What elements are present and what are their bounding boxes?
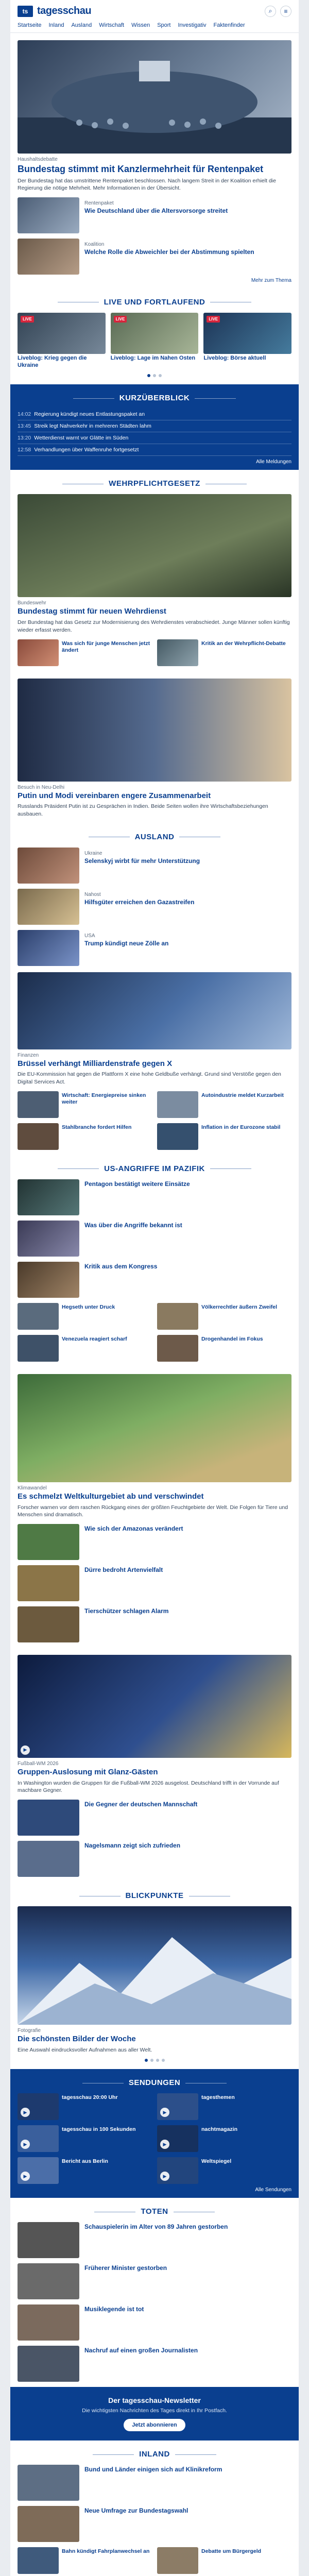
show-card[interactable] bbox=[18, 2157, 152, 2184]
nav-item[interactable]: Wissen bbox=[131, 22, 150, 28]
ticker-item[interactable] bbox=[18, 420, 291, 432]
show-card[interactable] bbox=[157, 2157, 291, 2184]
putin-section bbox=[10, 671, 299, 823]
thumbnail bbox=[18, 2547, 59, 2574]
small-card[interactable] bbox=[18, 1091, 152, 1118]
item-title[interactable]: Pentagon bestätigt weitere Einsätze bbox=[84, 1180, 190, 1188]
small-grid bbox=[18, 1091, 291, 1150]
dot[interactable] bbox=[159, 374, 162, 377]
live-card[interactable] bbox=[111, 313, 199, 369]
thumbnail bbox=[157, 2157, 198, 2184]
main-image[interactable] bbox=[18, 1655, 291, 1758]
section-heading: TOTEN bbox=[18, 2207, 291, 2216]
teaser: Russlands Präsident Putin ist zu Gesprächen in Indien. Beide Seiten wollen ihre Wirtschaftsbeziehungen ausbauen. bbox=[18, 803, 268, 817]
blickpunkte-section bbox=[10, 1882, 299, 2069]
thumbnail bbox=[18, 239, 79, 275]
ticker-text: Regierung kündigt neues Entlastungspaket an bbox=[34, 411, 145, 418]
thumbnail bbox=[157, 1303, 198, 1330]
section-heading: WEHRPFLICHTGESETZ bbox=[18, 479, 291, 488]
thumbnail bbox=[18, 1524, 79, 1560]
thumbnail bbox=[18, 2125, 59, 2152]
news-item[interactable] bbox=[18, 1524, 291, 1560]
thumbnail bbox=[18, 848, 79, 884]
menu-icon[interactable]: ≡ bbox=[280, 6, 291, 17]
main-image[interactable] bbox=[18, 494, 291, 597]
news-item[interactable] bbox=[18, 2465, 291, 2501]
nav-item[interactable]: Wirtschaft bbox=[99, 22, 125, 28]
news-item[interactable] bbox=[18, 848, 291, 884]
news-item[interactable] bbox=[18, 2263, 291, 2299]
ticker-text: Streik legt Nahverkehr in mehreren Städten lahm bbox=[34, 423, 151, 430]
thumbnail bbox=[111, 313, 199, 354]
show-card[interactable] bbox=[18, 2125, 152, 2152]
item-title[interactable]: Neue Umfrage zur Bundestagswahl bbox=[84, 2507, 188, 2515]
dot[interactable] bbox=[162, 2059, 165, 2062]
thumbnail bbox=[157, 2125, 198, 2152]
small-card[interactable] bbox=[157, 1335, 291, 1362]
card-title[interactable]: Bahn kündigt Fahrplanwechsel an bbox=[62, 2548, 150, 2555]
live-section bbox=[10, 289, 299, 385]
teaser: Der Bundestag hat das Gesetz zur Modernisierung des Wehrdienstes verabschiedet. Junge Männer sollen künftig wieder erfasst werden. bbox=[18, 619, 290, 633]
hero-kicker: Haushaltsdebatte bbox=[18, 157, 58, 162]
nav-item[interactable]: Ausland bbox=[71, 22, 92, 28]
news-item[interactable] bbox=[18, 930, 291, 966]
us-grid bbox=[18, 1303, 291, 1362]
ticker-item[interactable] bbox=[18, 432, 291, 444]
item-kicker: Ukraine bbox=[84, 850, 102, 856]
card-title[interactable]: Debatte um Bürgergeld bbox=[201, 2548, 262, 2555]
item-title[interactable]: Bund und Länder einigen sich auf Klinikreform bbox=[84, 2466, 222, 2473]
title[interactable]: Putin und Modi vereinbaren engere Zusammenarbeit bbox=[18, 791, 211, 800]
item-title[interactable]: Früherer Minister gestorben bbox=[84, 2264, 167, 2272]
thumbnail bbox=[18, 1800, 79, 1836]
show-card[interactable] bbox=[157, 2125, 291, 2152]
nav-item[interactable]: Sport bbox=[157, 22, 171, 28]
main-image[interactable] bbox=[18, 1374, 291, 1482]
section-heading: BLICKPUNKTE bbox=[18, 1891, 291, 1900]
thumbnail bbox=[18, 1179, 79, 1215]
item-title[interactable]: Dürre bedroht Artenvielfalt bbox=[84, 1566, 163, 1573]
thumbnail bbox=[203, 313, 291, 354]
news-item[interactable] bbox=[18, 889, 291, 925]
thumbnail bbox=[157, 1091, 198, 1118]
play-icon[interactable]: ▶ bbox=[21, 2140, 30, 2149]
item-kicker: Koalition bbox=[84, 241, 105, 247]
thumbnail bbox=[157, 1123, 198, 1150]
hero-item[interactable] bbox=[18, 239, 291, 275]
item-kicker: USA bbox=[84, 933, 95, 939]
small-card[interactable] bbox=[157, 1303, 291, 1330]
ticker-item[interactable] bbox=[18, 409, 291, 420]
title[interactable]: Brüssel verhängt Milliardenstrafe gegen X bbox=[18, 1059, 173, 1068]
card-title[interactable]: Hegseth unter Druck bbox=[62, 1303, 115, 1310]
news-item[interactable] bbox=[18, 1221, 291, 1257]
section-heading: SENDUNGEN bbox=[18, 2078, 291, 2087]
wehrpflicht-section bbox=[10, 470, 299, 671]
teaser: Die EU-Kommission hat gegen die Plattform X eine hohe Geldbuße verhängt. Grund sind Verstöße gegen den Digital Services Act. bbox=[18, 1071, 281, 1086]
news-item[interactable] bbox=[18, 1800, 291, 1836]
live-badge: LIVE bbox=[207, 316, 220, 323]
main-nav bbox=[10, 20, 299, 33]
logo-icon[interactable]: ts bbox=[18, 6, 33, 17]
kicker: Finanzen bbox=[18, 1052, 39, 1058]
live-badge: LIVE bbox=[114, 316, 127, 323]
content-wrapper bbox=[10, 0, 299, 2576]
section-heading: AUSLAND bbox=[18, 833, 291, 841]
news-item[interactable] bbox=[18, 2506, 291, 2542]
main-image[interactable] bbox=[18, 679, 291, 782]
thumbnail bbox=[18, 930, 79, 966]
thumbnail bbox=[18, 889, 79, 925]
card-title[interactable]: Kritik an der Wehrpflicht-Debatte bbox=[201, 640, 286, 647]
thumbnail bbox=[18, 2222, 79, 2258]
nav-item[interactable]: Investigativ bbox=[178, 22, 207, 28]
top-bar bbox=[10, 0, 299, 20]
search-icon[interactable]: ⌕ bbox=[265, 6, 276, 17]
parliament-illustration bbox=[18, 40, 291, 154]
teaser: Forscher warnen vor dem raschen Rückgang eines der größten Feuchtgebiete der Welt. Die Folgen für Tiere und Menschen sind dramatisch. bbox=[18, 1504, 288, 1518]
kicker: Klimawandel bbox=[18, 1485, 47, 1491]
thumbnail bbox=[18, 1262, 79, 1298]
newsletter-title: Der tagesschau-Newsletter bbox=[108, 2396, 201, 2405]
thumbnail bbox=[18, 2346, 79, 2382]
kicker: Bundeswehr bbox=[18, 600, 46, 606]
thumbnail bbox=[18, 1565, 79, 1601]
small-card[interactable] bbox=[18, 1123, 152, 1150]
dot[interactable] bbox=[156, 2059, 159, 2062]
title[interactable]: Bundestag stimmt für neuen Wehrdienst bbox=[18, 607, 166, 616]
item-title[interactable]: Tierschützer schlagen Alarm bbox=[84, 1607, 169, 1615]
small-card[interactable] bbox=[18, 1303, 152, 1330]
inland-grid bbox=[18, 2547, 291, 2576]
item-title[interactable]: Musiklegende ist tot bbox=[84, 2306, 144, 2313]
thumbnail bbox=[157, 639, 198, 666]
dot[interactable] bbox=[150, 2059, 153, 2062]
thumbnail bbox=[18, 1221, 79, 1257]
thumbnail bbox=[18, 2093, 59, 2120]
more-link[interactable]: Alle Meldungen bbox=[256, 459, 291, 465]
item-kicker: Rentenpaket bbox=[84, 200, 114, 206]
card-title[interactable]: Völkerrechtler äußern Zweifel bbox=[201, 1303, 278, 1310]
item-title[interactable]: Kritik aus dem Kongress bbox=[84, 1262, 158, 1270]
carousel-dots bbox=[18, 374, 291, 377]
thumbnail bbox=[18, 1335, 59, 1362]
hero-teaser: Der Bundestag hat das umstrittene Rentenpaket beschlossen. Nach langem Streit in der Koalition erhielt die Regierung die nötige Mehrheit. Mehr Informationen in der Übersicht. bbox=[18, 177, 276, 192]
kicker: Fotografie bbox=[18, 2028, 41, 2033]
item-title[interactable]: Nachruf auf einen großen Journalisten bbox=[84, 2347, 198, 2354]
item-title[interactable]: Hilfsgüter erreichen den Gazastreifen bbox=[84, 898, 195, 906]
us-section bbox=[10, 1155, 299, 1367]
card-title[interactable]: Drogenhandel im Fokus bbox=[201, 1335, 263, 1342]
more-link[interactable]: Mehr zum Thema bbox=[251, 277, 291, 283]
item-title[interactable]: Die Gegner der deutschen Mannschaft bbox=[84, 1801, 198, 1808]
kicker: Besuch in Neu-Delhi bbox=[18, 784, 65, 790]
item-title[interactable]: Was über die Angriffe bekannt ist bbox=[84, 1221, 182, 1229]
play-icon[interactable]: ▶ bbox=[160, 2172, 169, 2181]
card-title[interactable]: Inflation in der Eurozone stabil bbox=[201, 1124, 281, 1130]
thumbnail bbox=[18, 2465, 79, 2501]
card-title[interactable]: Weltspiegel bbox=[201, 2158, 232, 2165]
news-item[interactable] bbox=[18, 1565, 291, 1601]
small-card[interactable] bbox=[18, 1335, 152, 1362]
card-title[interactable]: tagesschau in 100 Sekunden bbox=[62, 2126, 136, 2133]
news-item[interactable] bbox=[18, 2222, 291, 2258]
logo-text[interactable]: tagesschau bbox=[37, 5, 92, 16]
ticker-time: 13:45 bbox=[18, 423, 31, 430]
thumbnail bbox=[18, 639, 59, 666]
thumbnail bbox=[18, 2263, 79, 2299]
play-icon[interactable]: ▶ bbox=[21, 2172, 30, 2181]
card-title[interactable]: Liveblog: Lage im Nahen Osten bbox=[110, 354, 196, 361]
hero-image[interactable] bbox=[18, 40, 291, 154]
ticker-text: Verhandlungen über Waffenruhe fortgesetzt bbox=[34, 447, 139, 453]
thumbnail bbox=[157, 2093, 198, 2120]
item-kicker: Nahost bbox=[84, 891, 101, 897]
thumbnail bbox=[18, 1606, 79, 1642]
card-title[interactable]: tagesschau 20:00 Uhr bbox=[62, 2094, 118, 2101]
thumbnail bbox=[18, 313, 106, 354]
dot[interactable] bbox=[153, 374, 156, 377]
sendungen-grid bbox=[18, 2093, 291, 2184]
show-card[interactable] bbox=[157, 2093, 291, 2120]
hero-item[interactable] bbox=[18, 197, 291, 233]
inland-section bbox=[10, 2441, 299, 2576]
section-heading: KURZÜBERBLICK bbox=[18, 394, 291, 402]
card-title[interactable]: Was sich für junge Menschen jetzt ändert bbox=[62, 640, 150, 653]
teaser: In Washington wurden die Gruppen für die Fußball-WM 2026 ausgelost. Deutschland trifft in der Vorrunde auf machbare Gegner. bbox=[18, 1780, 279, 1794]
gallery-image[interactable] bbox=[18, 1906, 291, 2025]
nav-item[interactable]: Startseite bbox=[18, 22, 42, 28]
newsletter-text: Die wichtigsten Nachrichten des Tages direkt in Ihr Postfach. bbox=[82, 2408, 227, 2414]
thumbnail bbox=[18, 1123, 59, 1150]
card-title[interactable]: Stahlbranche fordert Hilfen bbox=[62, 1124, 132, 1130]
thumbnail bbox=[18, 197, 79, 233]
show-card[interactable] bbox=[18, 2093, 152, 2120]
kicker: Fußball-WM 2026 bbox=[18, 1760, 59, 1767]
section-heading: LIVE UND FORTLAUFEND bbox=[18, 298, 291, 307]
thumbnail bbox=[157, 1335, 198, 1362]
item-title[interactable]: Wie Deutschland über die Altersvorsorge streitet bbox=[84, 207, 228, 214]
climate-section bbox=[10, 1367, 299, 1648]
thumbnail bbox=[18, 1091, 59, 1118]
small-card[interactable] bbox=[18, 2547, 152, 2574]
live-grid bbox=[18, 313, 291, 369]
hero-section bbox=[10, 33, 299, 289]
dot[interactable] bbox=[145, 2059, 148, 2062]
item-title[interactable]: Wie sich der Amazonas verändert bbox=[84, 1524, 183, 1532]
sendungen-section bbox=[10, 2069, 299, 2198]
card-title[interactable]: Liveblog: Börse aktuell bbox=[203, 354, 266, 361]
thumbnail bbox=[18, 1303, 59, 1330]
item-title[interactable]: Welche Rolle die Abweichler bei der Abstimmung spielten bbox=[84, 248, 254, 256]
item-title[interactable]: Selenskyj wirbt für mehr Unterstützung bbox=[84, 857, 200, 865]
kurzueberblick-section bbox=[10, 384, 299, 470]
ticker-time: 13:20 bbox=[18, 435, 31, 442]
thumbnail bbox=[18, 2506, 79, 2542]
small-card[interactable] bbox=[157, 1091, 291, 1118]
card-title[interactable]: nachtmagazin bbox=[201, 2126, 238, 2133]
dot[interactable] bbox=[147, 374, 150, 377]
ticker-text: Wetterdienst warnt vor Glätte im Süden bbox=[34, 435, 129, 442]
title[interactable]: Die schönsten Bilder der Woche bbox=[18, 2035, 136, 2043]
play-icon[interactable]: ▶ bbox=[21, 1745, 30, 1755]
thumbnail bbox=[18, 2157, 59, 2184]
teaser: Eine Auswahl eindrucksvoller Aufnahmen aus aller Welt. bbox=[18, 2046, 152, 2053]
play-icon[interactable]: ▶ bbox=[160, 2108, 169, 2117]
card-title[interactable]: tagesthemen bbox=[201, 2094, 235, 2101]
news-item[interactable] bbox=[18, 1606, 291, 1642]
card-title[interactable]: Wirtschaft: Energiepreise sinken weiter bbox=[62, 1092, 146, 1105]
ticker-list bbox=[18, 409, 291, 456]
card-title[interactable]: Venezuela reagiert scharf bbox=[62, 1335, 127, 1342]
news-item[interactable] bbox=[18, 2346, 291, 2382]
title[interactable]: Es schmelzt Weltkulturgebiet ab und verschwindet bbox=[18, 1492, 204, 1501]
live-card[interactable] bbox=[203, 313, 291, 369]
related-card[interactable] bbox=[18, 639, 152, 666]
toten-section bbox=[10, 2198, 299, 2387]
news-item[interactable] bbox=[18, 2304, 291, 2341]
live-card[interactable] bbox=[18, 313, 106, 369]
newsletter-box bbox=[10, 2387, 299, 2441]
thumbnail bbox=[18, 2304, 79, 2341]
card-title[interactable]: Bericht aus Berlin bbox=[62, 2158, 108, 2165]
news-block-section bbox=[10, 823, 299, 1155]
more-link[interactable]: Alle Sendungen bbox=[255, 2187, 291, 2193]
ticker-time: 14:02 bbox=[18, 411, 31, 418]
card-title[interactable]: Autoindustrie meldet Kurzarbeit bbox=[201, 1092, 284, 1098]
section-heading: INLAND bbox=[18, 2450, 291, 2459]
ticker-item[interactable] bbox=[18, 444, 291, 456]
ticker-time: 12:58 bbox=[18, 447, 31, 453]
card-title[interactable]: Liveblog: Krieg gegen die Ukraine bbox=[18, 354, 87, 368]
nav-item[interactable]: Faktenfinder bbox=[213, 22, 245, 28]
related-card[interactable] bbox=[157, 639, 291, 666]
item-title[interactable]: Trump kündigt neue Zölle an bbox=[84, 939, 169, 947]
subscribe-button[interactable]: Jetzt abonnieren bbox=[124, 2419, 185, 2431]
wm-section bbox=[10, 1648, 299, 1882]
news-item[interactable] bbox=[18, 1179, 291, 1215]
related-grid bbox=[18, 639, 291, 666]
item-title[interactable]: Schauspielerin im Alter von 89 Jahren gestorben bbox=[84, 2223, 228, 2231]
carousel-dots bbox=[18, 2059, 291, 2062]
mountain-illustration bbox=[18, 1906, 291, 2025]
nav-item[interactable]: Inland bbox=[48, 22, 64, 28]
live-badge: LIVE bbox=[21, 316, 34, 323]
item-title[interactable]: Nagelsmann zeigt sich zufrieden bbox=[84, 1842, 181, 1849]
big-image[interactable] bbox=[18, 972, 291, 1049]
thumbnail bbox=[18, 1841, 79, 1877]
small-card[interactable] bbox=[157, 1123, 291, 1150]
thumbnail bbox=[157, 2547, 198, 2574]
section-heading: US-ANGRIFFE IM PAZIFIK bbox=[18, 1164, 291, 1173]
title[interactable]: Gruppen-Auslosung mit Glanz-Gästen bbox=[18, 1767, 158, 1776]
news-item[interactable] bbox=[18, 1841, 291, 1877]
hero-title[interactable]: Bundestag stimmt mit Kanzlermehrheit für Rentenpaket bbox=[18, 164, 264, 174]
news-item[interactable] bbox=[18, 1262, 291, 1298]
small-card[interactable] bbox=[157, 2547, 291, 2574]
play-icon[interactable]: ▶ bbox=[160, 2140, 169, 2149]
play-icon[interactable]: ▶ bbox=[21, 2108, 30, 2117]
